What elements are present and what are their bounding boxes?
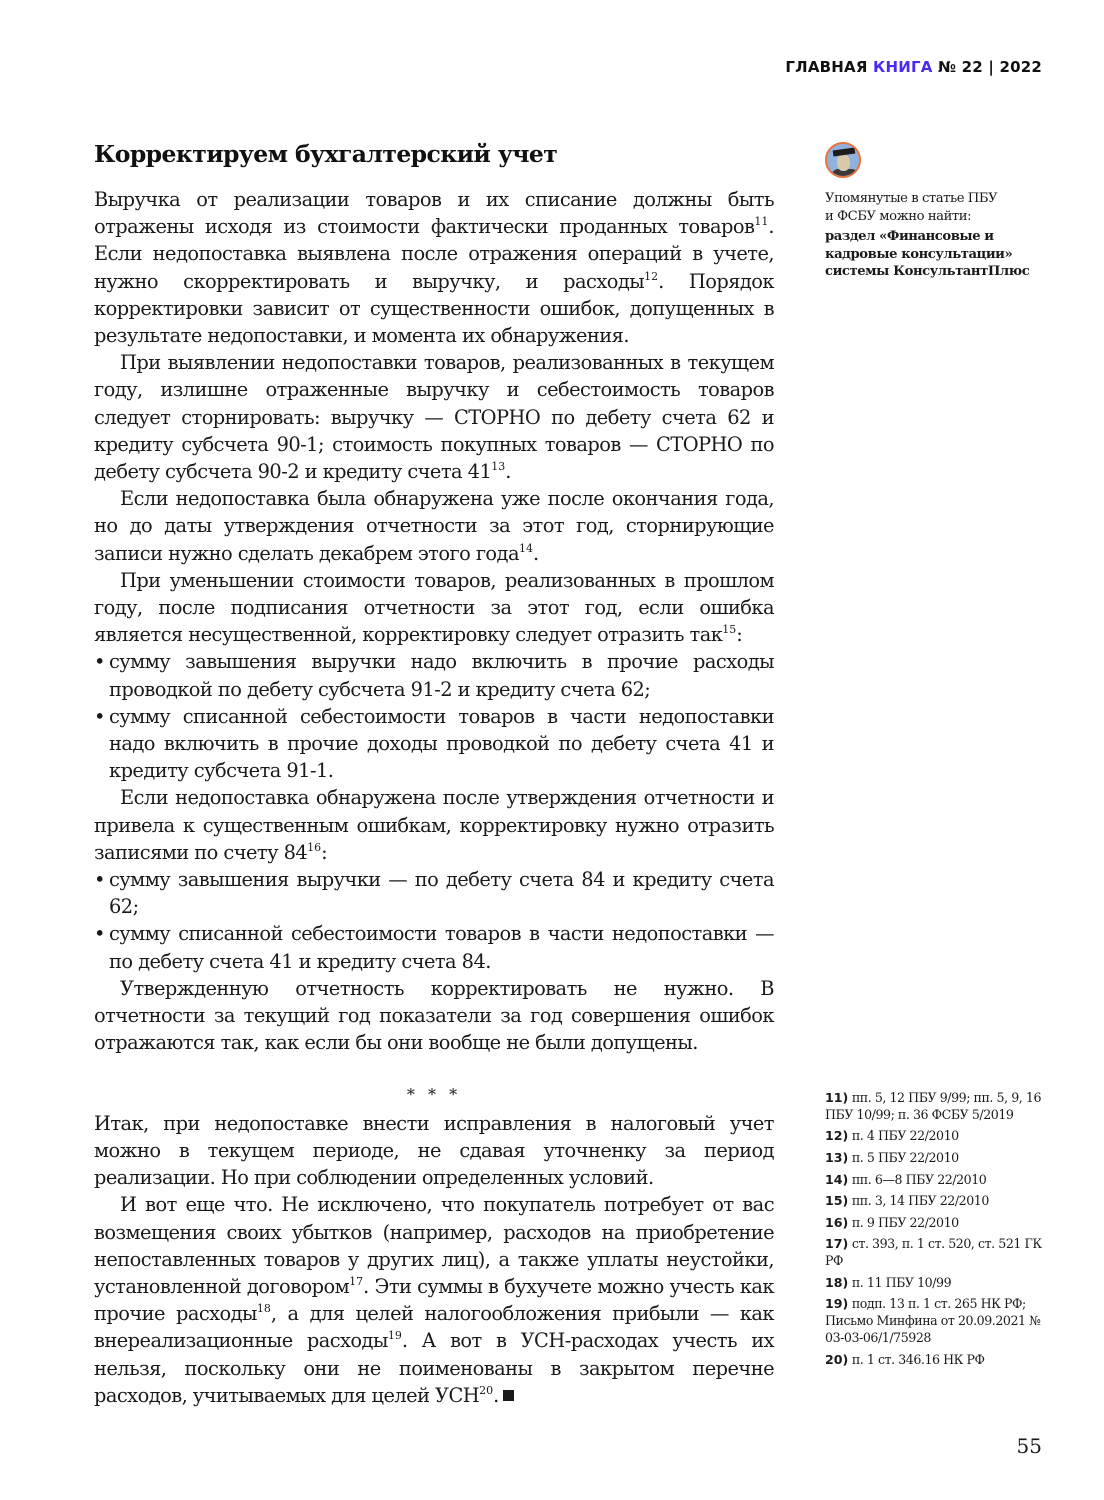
article-body xyxy=(94,138,774,1409)
end-of-article-mark xyxy=(503,1390,514,1401)
side-note xyxy=(825,142,1055,281)
paragraph: Выручка от реализации товаров и их списание должны быть отражены исходя из стоимости фактически проданных товаров$^{11}$. Если недопоставка выявлена после отражения операций в учете, нужно скорректировать и выручку, и расходы$^{12}$. Порядок корректировки зависит от существенности ошибок, допущенных в результате недопоставки, и момента их обнаружения. xyxy=(94,188,774,348)
footnotes xyxy=(825,1090,1055,1373)
footnote: 14) пп. 6—8 ПБУ 22/2010 xyxy=(825,1171,987,1187)
footnote: 19) подп. 13 п. 1 ст. 265 НК РФ; Письмо Минфина от 20.09.2021 № 03-03-06/1/75928 xyxy=(825,1296,1041,1345)
list-item: • сумму списанной себестоимости товаров в части недопоставки надо включить в прочие доходы проводкой по дебету счета 41 и кредиту субсчета 91-1. xyxy=(94,703,774,785)
bullet-list xyxy=(94,648,774,784)
footnote-ref[interactable]: 15 xyxy=(722,623,737,637)
paragraph: При выявлении недопоставки товаров, реализованных в текущем году, излишне отраженные выручку и себестоимость товаров следует сторнировать: выручку — СТОРНО по дебету счета 62 и кредиту субсчета 90-1; стоимость покупных товаров — СТОРНО по дебету субсчета 90-2 и кредиту счета $41^{13}$. xyxy=(94,351,774,484)
footnote-ref[interactable]: 16 xyxy=(307,840,322,854)
publication-name: ГЛАВНАЯ xyxy=(785,58,874,76)
side-note-reference: раздел «Финансовые и кадровые консультации» системы КонсультантПлюс xyxy=(825,229,1030,280)
footnote: 16) п. 9 ПБУ 22/2010 xyxy=(825,1214,959,1230)
page-number: 55 xyxy=(1016,1434,1042,1458)
paragraph: Если недопоставка обнаружена после утверждения отчетности и привела к существенным ошибкам, корректировку нужно отразить записями по счету $84^{16}$: xyxy=(94,786,774,864)
list-item: • сумму списанной себестоимости товаров в части недопоставки — по дебету счета 41 и кредиту счета 84. xyxy=(94,920,774,974)
footnote: 17) ст. 393, п. 1 ст. 520, ст. 521 ГК РФ xyxy=(825,1236,1042,1269)
paragraph: И вот еще что. Не исключено, что покупатель потребует от вас возмещения своих убытков (например, расходов на приобретение непоставленных товаров у других лиц), а также уплаты неустойки, установленной договором$^{17}$. Эти суммы в бухучете можно учесть как прочие расходы$^{18}$, а для целей налогообложения прибыли — как внереализационные расходы$^{19}$. А вот в УСН-расходах учесть их нельзя, поскольку они не поименованы в закрытом перечне расходов, учитываемых для целей УСН$^{20}$. xyxy=(94,1193,774,1407)
footnote: 20) п. 1 ст. 346.16 НК РФ xyxy=(825,1351,985,1367)
footnote-ref[interactable]: 11 xyxy=(754,215,769,229)
list-item: • сумму завышения выручки — по дебету счета 84 и кредиту счета 62; xyxy=(94,866,774,920)
issue-number: № 22 | 2022 xyxy=(932,58,1042,76)
footnote: 11) пп. 5, 12 ПБУ 9/99; пп. 5, 9, 16 ПБУ 10/99; п. 36 ФСБУ 5/2019 xyxy=(825,1090,1042,1122)
footnote-ref[interactable]: 12 xyxy=(644,269,659,283)
footnote-ref[interactable]: 20 xyxy=(479,1383,494,1397)
footnote-ref[interactable]: 14 xyxy=(518,541,533,555)
bullet-list xyxy=(94,866,774,975)
footnote-ref[interactable]: 17 xyxy=(349,1274,364,1288)
paragraph: Утвержденную отчетность корректировать не нужно. В отчетности за текущий год показатели за год совершения ошибок отражаются так, как если бы они вообще не были допущены. xyxy=(94,976,774,1055)
section-separator: * * * xyxy=(406,1084,462,1104)
publication-header xyxy=(785,58,1042,76)
list-item: • сумму завышения выручки надо включить в прочие расходы проводкой по дебету субсчета 91-2 и кредиту счета 62; xyxy=(94,648,774,702)
publication-name-accent: КНИГА xyxy=(873,58,933,76)
professor-avatar-icon xyxy=(825,142,861,178)
footnote: 13) п. 5 ПБУ 22/2010 xyxy=(825,1149,959,1165)
footnote-ref[interactable]: 18 xyxy=(256,1302,271,1316)
footnote-ref[interactable]: 19 xyxy=(387,1329,402,1343)
side-note-text: Упомянутые в статье ПБУ и ФСБУ можно найти: раздел «Финансовые и кадровые консультации» системы КонсультантПлюс xyxy=(825,190,1055,281)
paragraph: Если недопоставка была обнаружена уже после окончания года, но до даты утверждения отчетности за этот год, сторнирующие записи нужно сделать декабрем этого года$^{14}$. xyxy=(94,487,774,565)
footnote-ref[interactable]: 13 xyxy=(491,460,506,474)
section-title: Корректируем бухгалтерский учет xyxy=(94,140,558,168)
paragraph: Итак, при недопоставке внести исправления в налоговый учет можно в текущем периоде, не сдавая уточненку за период реализации. Но при соблюдении определенных условий. xyxy=(94,1111,774,1190)
footnote: 18) п. 11 ПБУ 10/99 xyxy=(825,1274,952,1290)
footnote: 12) п. 4 ПБУ 22/2010 xyxy=(825,1128,959,1144)
paragraph: При уменьшении стоимости товаров, реализованных в прошлом году, после подписания отчетности за этот год, если ошибка является несущественной, корректировку следует отразить так$^{15}$: xyxy=(94,568,774,647)
footnote: 15) пп. 3, 14 ПБУ 22/2010 xyxy=(825,1193,989,1209)
